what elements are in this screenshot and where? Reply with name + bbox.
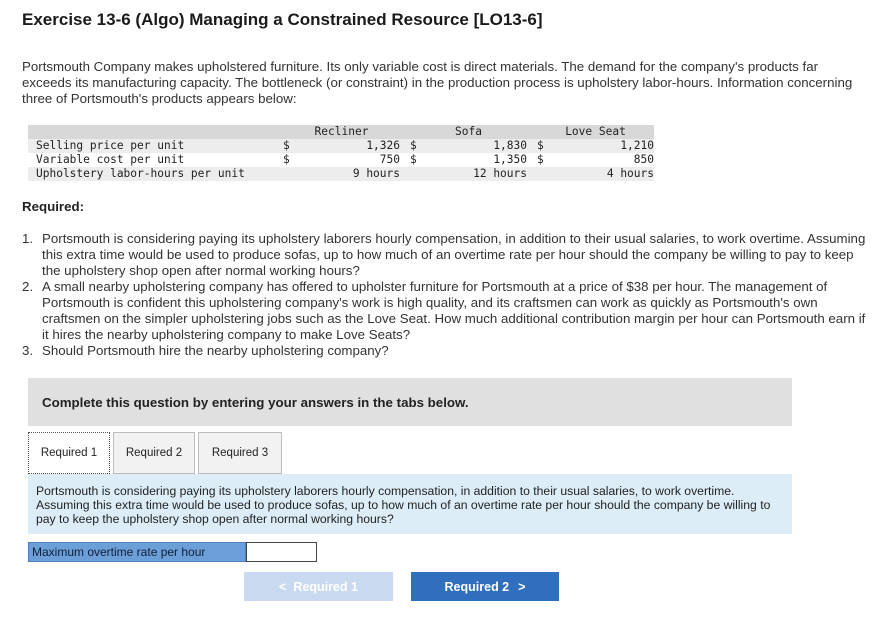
currency-symbol: $ <box>410 139 417 152</box>
required-item <box>22 231 872 279</box>
cell-value: 1,350 <box>493 153 527 166</box>
column-header: Love Seat <box>537 125 654 139</box>
cell-value: 12 hours <box>473 167 527 180</box>
tab-required-3[interactable]: Required 3 <box>198 432 282 474</box>
required-list <box>22 231 872 359</box>
item-text: Portsmouth is considering paying its upholstery laborers hourly compensation, in addition to their usual salaries, to work overtime. Assuming this extra time would be used to produce sofas, up to how much of an overtime rate per hour should the company be willing to pay to keep the upholstery shop open after normal working hours? <box>42 231 866 278</box>
row-label: Selling price per unit <box>28 139 283 153</box>
required-heading: Required: <box>22 199 85 214</box>
cell-value: 1,830 <box>493 139 527 152</box>
currency-symbol: $ <box>537 153 544 166</box>
item-text: A small nearby upholstering company has offered to upholster furniture for Portsmouth at a price of $38 per hour. The management of Portsmouth is confident this upholstering company's work is high quality, and its craftsmen can work as quickly as Portsmouth's own craftsmen on the simpler upholstering jobs such as the Love Seat. How much additional contribution margin per hour can Portsmouth earn if it hires the nearby upholstering company to make Love Seats? <box>42 279 866 342</box>
page-title: Exercise 13-6 (Algo) Managing a Constrained Resource [LO13-6] <box>22 10 543 29</box>
tab-panel-prompt <box>28 474 792 534</box>
item-text: Should Portsmouth hire the nearby upholstering company? <box>42 343 389 358</box>
cell-value: 850 <box>633 153 654 166</box>
currency-symbol: $ <box>410 153 417 166</box>
currency-symbol: $ <box>537 139 544 152</box>
column-header: Sofa <box>410 125 527 139</box>
row-label: Variable cost per unit <box>28 153 283 167</box>
panel-question-text: Portsmouth is considering paying its upholstery laborers hourly compensation, in addition to their usual salaries, to work overtime. Assuming this extra time would be used to produce sofas, up to how much of an overtime rate per hour should the company be willing to pay to keep the upholstery shop open after normal working hours? <box>36 484 771 526</box>
prev-button-label: Required 1 <box>293 579 358 594</box>
next-required-button[interactable] <box>411 572 559 601</box>
chevron-right-icon: > <box>518 579 526 594</box>
tab-required-1[interactable]: Required 1 <box>28 432 110 474</box>
item-number: 2. <box>22 279 34 294</box>
table-row <box>28 167 654 181</box>
cell-value: 1,210 <box>620 139 654 152</box>
table-corner <box>28 125 283 139</box>
cell-value: 1,326 <box>366 139 400 152</box>
next-button-label: Required 2 <box>444 579 510 594</box>
table-row <box>28 153 654 167</box>
table-row <box>28 139 654 153</box>
item-number: 1. <box>22 231 34 246</box>
tab-required-2[interactable]: Required 2 <box>113 432 195 474</box>
table-header-row <box>28 125 654 139</box>
instructions-text: Complete this question by entering your answers in the tabs below. <box>42 394 469 410</box>
row-label: Upholstery labor-hours per unit <box>28 167 283 181</box>
currency-symbol: $ <box>283 153 290 166</box>
tab-bar <box>28 432 285 474</box>
cell-value: 9 hours <box>352 167 400 180</box>
required-item <box>22 279 872 343</box>
cell-value: 4 hours <box>606 167 654 180</box>
item-number: 3. <box>22 343 34 358</box>
product-data-table <box>28 125 654 181</box>
cell-value: 750 <box>379 153 400 166</box>
required-item <box>22 343 872 359</box>
chevron-left-icon: < <box>279 579 287 594</box>
problem-intro: Portsmouth Company makes upholstered furniture. Its only variable cost is direct materials. The demand for the company's products far exceeds its manufacturing capacity. The bottleneck (or constraint) in the production process is upholstery labor-hours. Information concerning three of Portsmouth's products appears below: <box>22 59 853 106</box>
instructions-bar <box>28 378 792 426</box>
currency-symbol: $ <box>283 139 290 152</box>
overtime-rate-input[interactable] <box>246 542 317 562</box>
prev-required-button[interactable] <box>244 572 393 601</box>
column-header: Recliner <box>283 125 400 139</box>
answer-label: Maximum overtime rate per hour <box>28 542 246 562</box>
